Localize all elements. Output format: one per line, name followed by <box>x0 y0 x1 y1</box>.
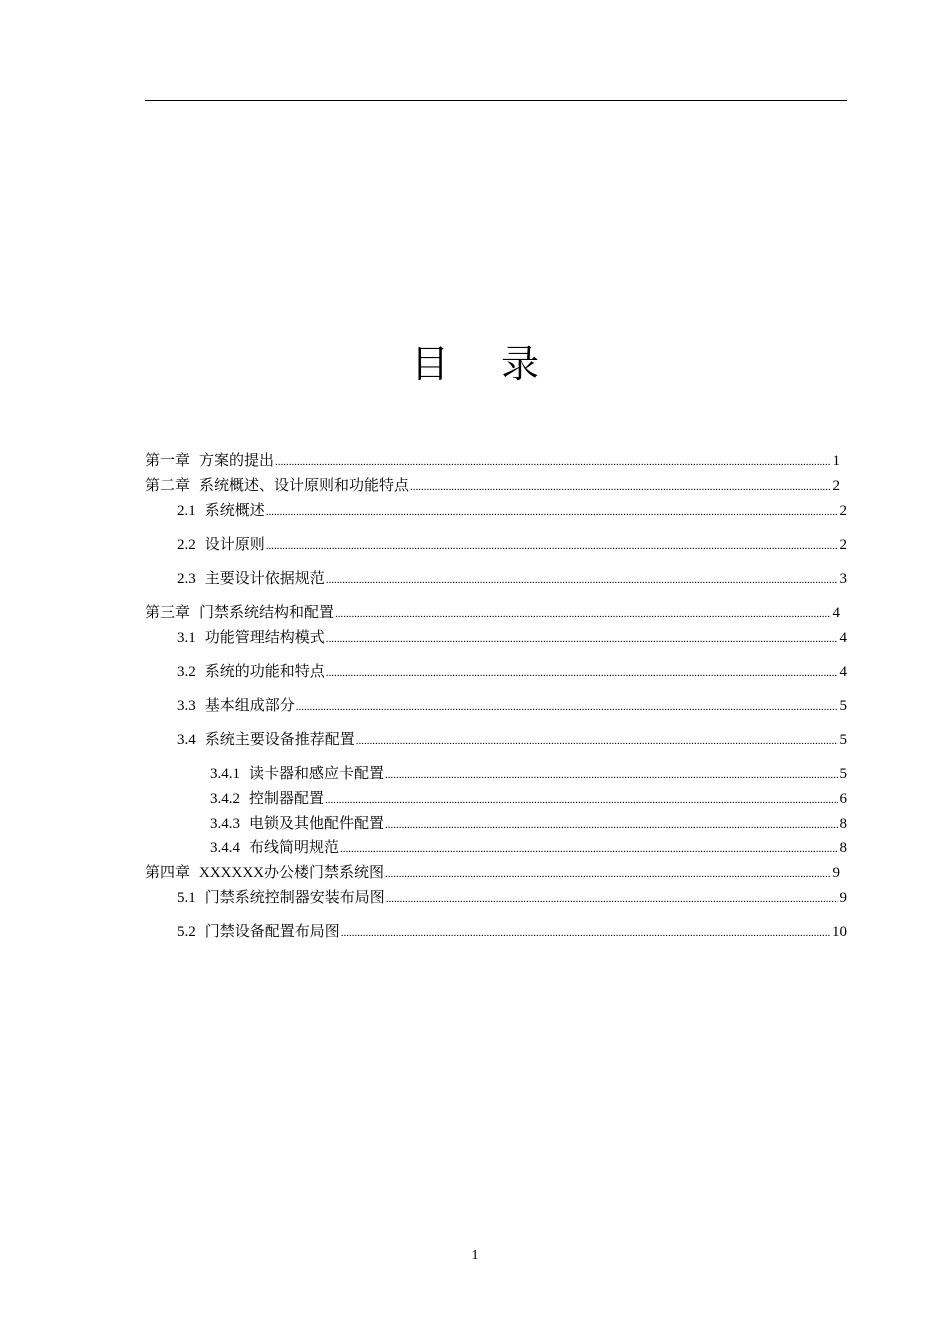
toc-entry-page: 10 <box>832 924 847 940</box>
toc-dot-leader <box>266 501 838 521</box>
toc-entry-text: 布线简明规范 <box>249 840 340 856</box>
toc-entry-3-3[interactable] <box>177 696 847 716</box>
toc-entry-chapter-1[interactable] <box>145 451 840 471</box>
header-rule <box>145 100 847 101</box>
toc-entry-3-2[interactable] <box>177 662 847 682</box>
toc-dot-leader <box>326 662 838 682</box>
toc-dot-leader <box>385 764 838 784</box>
toc-dot-leader <box>266 535 838 555</box>
toc-entry-text: 系统的功能和特点 <box>204 664 325 680</box>
toc-entry-number: 3.4.2 <box>210 791 240 807</box>
toc-entry-number: 5.2 <box>177 924 196 940</box>
toc-entry-chapter-2[interactable] <box>145 476 840 496</box>
toc-entry-page: 5 <box>839 698 847 714</box>
toc-entry-2-3[interactable] <box>177 569 847 589</box>
toc-entry-number: 2.1 <box>177 503 196 519</box>
toc-entry-number: 3.4 <box>177 732 196 748</box>
toc-entry-chapter-3[interactable] <box>145 603 840 623</box>
toc-entry-number: 5.1 <box>177 890 196 906</box>
toc-entry-text: 门禁系统结构和配置 <box>199 605 335 621</box>
toc-entry-page: 5 <box>839 732 847 748</box>
toc-entry-number: 3.4.4 <box>210 840 240 856</box>
toc-entry-text: 门禁设备配置布局图 <box>204 924 340 940</box>
toc-entry-page: 9 <box>832 865 840 881</box>
toc-entry-number: 3.3 <box>177 698 196 714</box>
toc-entry-page: 1 <box>832 453 840 469</box>
toc-entry-page: 8 <box>839 840 847 856</box>
toc-entry-3-4-3[interactable] <box>210 814 847 834</box>
toc-dot-leader <box>335 603 831 623</box>
toc-dot-leader <box>356 730 838 750</box>
toc-entry-text: 读卡器和感应卡配置 <box>249 766 385 782</box>
toc-entry-page: 4 <box>832 605 840 621</box>
toc-entry-page: 9 <box>839 890 847 906</box>
toc-entry-5-1[interactable] <box>177 888 847 908</box>
toc-entry-text: 电锁及其他配件配置 <box>249 816 385 832</box>
toc-entry-2-1[interactable] <box>177 501 847 521</box>
toc-entry-number: 第二章 <box>145 478 191 494</box>
toc-dot-leader <box>326 628 838 648</box>
toc-entry-number: 第三章 <box>145 605 191 621</box>
toc-entry-text: 系统主要设备推荐配置 <box>204 732 355 748</box>
toc-entry-text: 功能管理结构模式 <box>204 630 325 646</box>
toc-dot-leader <box>385 863 831 883</box>
toc-dot-leader <box>296 696 838 716</box>
toc-entry-page: 4 <box>839 630 847 646</box>
toc-entry-page: 5 <box>839 766 847 782</box>
toc-entry-text: 门禁系统控制器安装布局图 <box>204 890 385 906</box>
toc-entry-page: 2 <box>832 478 840 494</box>
toc-entry-number: 3.2 <box>177 664 196 680</box>
toc-entry-3-4-1[interactable] <box>210 764 847 784</box>
toc-entry-3-4-2[interactable] <box>210 789 847 809</box>
toc-title: 目 录 <box>410 342 560 386</box>
toc-entry-page: 6 <box>839 791 847 807</box>
toc-dot-leader <box>341 922 831 942</box>
toc-entry-number: 3.4.1 <box>210 766 240 782</box>
toc-entry-3-1[interactable] <box>177 628 847 648</box>
toc-entry-text: 基本组成部分 <box>204 698 295 714</box>
toc-entry-page: 2 <box>839 503 847 519</box>
toc-entry-3-4-4[interactable] <box>210 838 847 858</box>
toc-dot-leader <box>326 569 838 589</box>
toc-entry-text: 主要设计依据规范 <box>204 571 325 587</box>
toc-entry-text: 设计原则 <box>204 537 265 553</box>
toc-entry-number: 3.1 <box>177 630 196 646</box>
toc-entry-text: 系统概述 <box>204 503 265 519</box>
toc-dot-leader <box>340 838 838 858</box>
toc-dot-leader <box>385 814 838 834</box>
toc-entry-5-2[interactable] <box>177 922 847 942</box>
toc-entry-page: 2 <box>839 537 847 553</box>
page-number: 1 <box>471 1248 479 1263</box>
toc-dot-leader <box>410 476 831 496</box>
toc-dot-leader <box>325 789 838 809</box>
toc-dot-leader <box>275 451 831 471</box>
toc-entry-3-4[interactable] <box>177 730 847 750</box>
toc-entry-number: 2.2 <box>177 537 196 553</box>
toc-entry-chapter-4[interactable] <box>145 863 840 883</box>
toc-entry-number: 3.4.3 <box>210 816 240 832</box>
toc-entry-number: 第四章 <box>145 865 191 881</box>
toc-entry-page: 8 <box>839 816 847 832</box>
toc-entry-2-2[interactable] <box>177 535 847 555</box>
toc-entry-number: 第一章 <box>145 453 191 469</box>
toc-entry-page: 4 <box>839 664 847 680</box>
toc-entry-text: XXXXXX办公楼门禁系统图 <box>199 865 385 881</box>
toc-entry-number: 2.3 <box>177 571 196 587</box>
toc-entry-text: 控制器配置 <box>249 791 325 807</box>
toc-dot-leader <box>386 888 838 908</box>
toc-entry-text: 系统概述、设计原则和功能特点 <box>199 478 410 494</box>
toc-entry-page: 3 <box>839 571 847 587</box>
toc-entry-text: 方案的提出 <box>199 453 275 469</box>
